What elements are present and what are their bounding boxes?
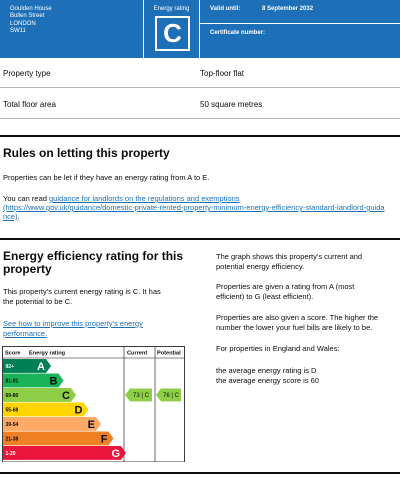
validity-block <box>200 0 400 58</box>
rating-info-line1: Properties are given a rating from A (most <box>216 282 355 291</box>
current-header: Current <box>127 350 148 357</box>
score-header: Score <box>5 350 21 357</box>
certificate-header <box>0 0 400 58</box>
rating-band-letter: F <box>100 433 108 446</box>
rating-band-letter: G <box>111 447 120 460</box>
energy-rating-header: Energy rating <box>29 350 66 357</box>
guidance-link[interactable]: guidance for landlords on the regulations and exemptions <box>49 194 240 203</box>
score-info-line2: number the lower your fuel bills are likely to be. <box>216 323 373 332</box>
energy-rating-block <box>143 0 200 58</box>
address-line: SW11 <box>10 28 26 35</box>
rating-band-bar <box>28 374 64 388</box>
section-divider <box>0 472 400 474</box>
guidance-prefix: You can read <box>3 194 50 203</box>
average-score-info: the average energy score is 60 <box>216 376 319 385</box>
graph-info-line1: The graph shows this property's current and <box>216 252 363 261</box>
property-type-value: Top-floor flat <box>200 69 245 78</box>
score-range-label: 21-38 <box>5 436 19 443</box>
efficiency-heading-line2: property <box>3 262 52 276</box>
score-range-label: 39-54 <box>5 421 19 428</box>
improve-link-line2[interactable]: performance. <box>3 329 48 338</box>
region-info: For properties in England and Wales: <box>216 344 340 353</box>
rating-band-letter: B <box>49 375 58 388</box>
floor-area-label: Total floor area <box>3 100 56 109</box>
efficiency-para-line2: the potential to be C. <box>3 297 73 306</box>
rating-band-letter: A <box>37 360 45 373</box>
validity-separator <box>200 23 400 24</box>
efficiency-para-line1: This property's current energy rating is C. It has <box>3 287 161 296</box>
address-block <box>0 0 143 58</box>
rating-info-line2: efficient) to G (least efficient). <box>216 292 314 301</box>
rating-band-letter: C <box>62 389 70 402</box>
rating-band-letter: E <box>87 418 95 431</box>
score-range-label: 92+ <box>5 363 14 370</box>
letting-heading: Rules on letting this property <box>3 146 170 160</box>
valid-until-row <box>210 6 390 22</box>
efficiency-heading-line1: Energy efficiency rating for this <box>3 249 184 263</box>
score-info-line1: Properties are also given a score. The higher the <box>216 313 379 322</box>
certificate-number-label: Certificate number: <box>210 30 266 36</box>
average-rating-info: the average energy rating is D <box>216 366 317 375</box>
letting-paragraph: Properties can be let if they have an energy rating from A to E. <box>3 173 210 182</box>
valid-until-label: Valid until: <box>210 6 241 12</box>
current-score-label: 73 | C <box>133 393 149 400</box>
energy-rating-label: Energy rating <box>153 6 190 12</box>
energy-rating-letter: C <box>155 16 190 51</box>
guidance-url-link[interactable]: (https://www.gov.uk/guidance/domestic-private-rented-property-minimum-energy-efficiency-standard-landlord-guidance) <box>3 203 385 221</box>
floor-area-row <box>0 89 400 119</box>
property-type-label: Property type <box>3 69 51 78</box>
property-type-row <box>0 58 400 88</box>
address-line: LONDON <box>10 20 36 27</box>
graph-info-line2: potential energy efficiency. <box>216 262 305 271</box>
address-line: Goulden House <box>10 6 52 12</box>
potential-header: Potential <box>157 350 181 357</box>
score-range-label: 69-80 <box>5 392 19 399</box>
rating-band-letter: D <box>74 404 83 417</box>
score-range-label: 1-20 <box>5 450 16 457</box>
guidance-suffix: . <box>17 212 20 221</box>
improve-link-line1[interactable]: See how to improve this property's energy <box>3 319 143 328</box>
score-range-label: 81-91 <box>5 378 19 385</box>
potential-score-label: 76 | C <box>163 393 179 400</box>
energy-rating-chart <box>2 346 186 462</box>
letting-guidance-paragraph <box>3 194 388 221</box>
score-range-label: 55-68 <box>5 407 19 414</box>
valid-until-date: 8 September 2032 <box>262 6 314 12</box>
section-divider <box>0 135 400 137</box>
floor-area-value: 50 square metres <box>200 100 263 109</box>
section-divider <box>0 238 400 240</box>
address-line: Bullen Street <box>10 13 45 20</box>
